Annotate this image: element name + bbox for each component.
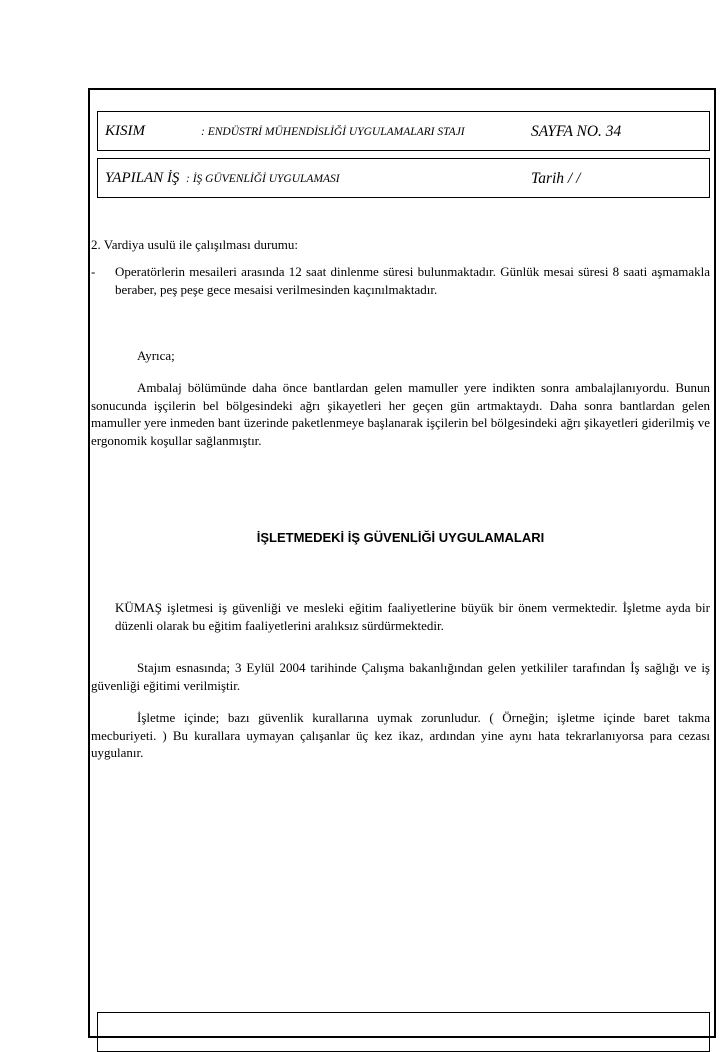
page-frame bbox=[88, 88, 716, 1038]
kumas-paragraph: KÜMAŞ işletmesi iş güvenliği ve mesleki eğitim faaliyetlerine büyük bir önem vermektedir. İşletme ayda bir düzenli olarak bu eğitim faaliyetlerini aralıksız sürdürmektedir. bbox=[115, 600, 710, 633]
footer-box bbox=[97, 1012, 710, 1052]
staj-paragraph bbox=[91, 659, 710, 694]
date-field: Tarih / / bbox=[531, 170, 581, 187]
operators-text: Operatörlerin mesaileri arasında 12 saat dinlenme süresi bulunmaktadır. Günlük mesai süresi 8 saati aşmamakla beraber, peş peşe gece mesaisi verilmesinden kaçınılmaktadır. bbox=[115, 264, 710, 297]
isletme-text: İşletme içinde; bazı güvenlik kurallarına uymak zorunludur. ( Örneğin; işletme içinde baret takma mecburiyeti. ) Bu kurallara uymayan çalışanlar üç kez ikaz, ardından yine aynı hata tekrarlanıyorsa para cezası uygulanır. bbox=[91, 710, 710, 760]
section-label: KISIM bbox=[105, 123, 145, 139]
ambalaj-paragraph bbox=[91, 379, 710, 449]
operators-paragraph bbox=[91, 263, 710, 298]
work-value: : İŞ GÜVENLİĞİ UYGULAMASI bbox=[186, 173, 340, 185]
work-label: YAPILAN İŞ bbox=[105, 170, 180, 186]
bullet-dash: - bbox=[91, 264, 96, 279]
page-number: SAYFA NO. 34 bbox=[531, 123, 622, 140]
ambalaj-text: Ambalaj bölümünde daha önce bantlardan gelen mamuller yere indikten sonra ambalajlanıyordu. Bunun sonucunda işçilerin bel bölgesindeki ağrı şikayetleri her geçen gün artmaktaydı. Daha sonra bantlardan gelen mamuller yere inmeden bant üzerinde paketlenmeye başlanarak işçilerin bel bölgesindeki ağrı şikayetleri giderilmiş ve ergonomik koşullar sağlanmıştır. bbox=[91, 380, 710, 448]
header-work-row bbox=[97, 158, 710, 198]
header-section-row bbox=[97, 111, 710, 151]
section-value: : ENDÜSTRİ MÜHENDİSLİĞİ UYGULAMALARI STAJI bbox=[201, 126, 465, 138]
staj-text: Stajım esnasında; 3 Eylül 2004 tarihinde Çalışma bakanlığından gelen yetkililer tarafından İş sağlığı ve iş güvenliği eğitimi verilmiştir. bbox=[91, 660, 710, 693]
isletme-paragraph bbox=[91, 709, 710, 762]
ayrica-text: Ayrıca; bbox=[137, 348, 175, 363]
item-2-heading: 2. Vardiya usulü ile çalışılması durumu: bbox=[91, 237, 299, 252]
section-heading: İŞLETMEDEKİ İŞ GÜVENLİĞİ UYGULAMALARI bbox=[256, 530, 545, 545]
